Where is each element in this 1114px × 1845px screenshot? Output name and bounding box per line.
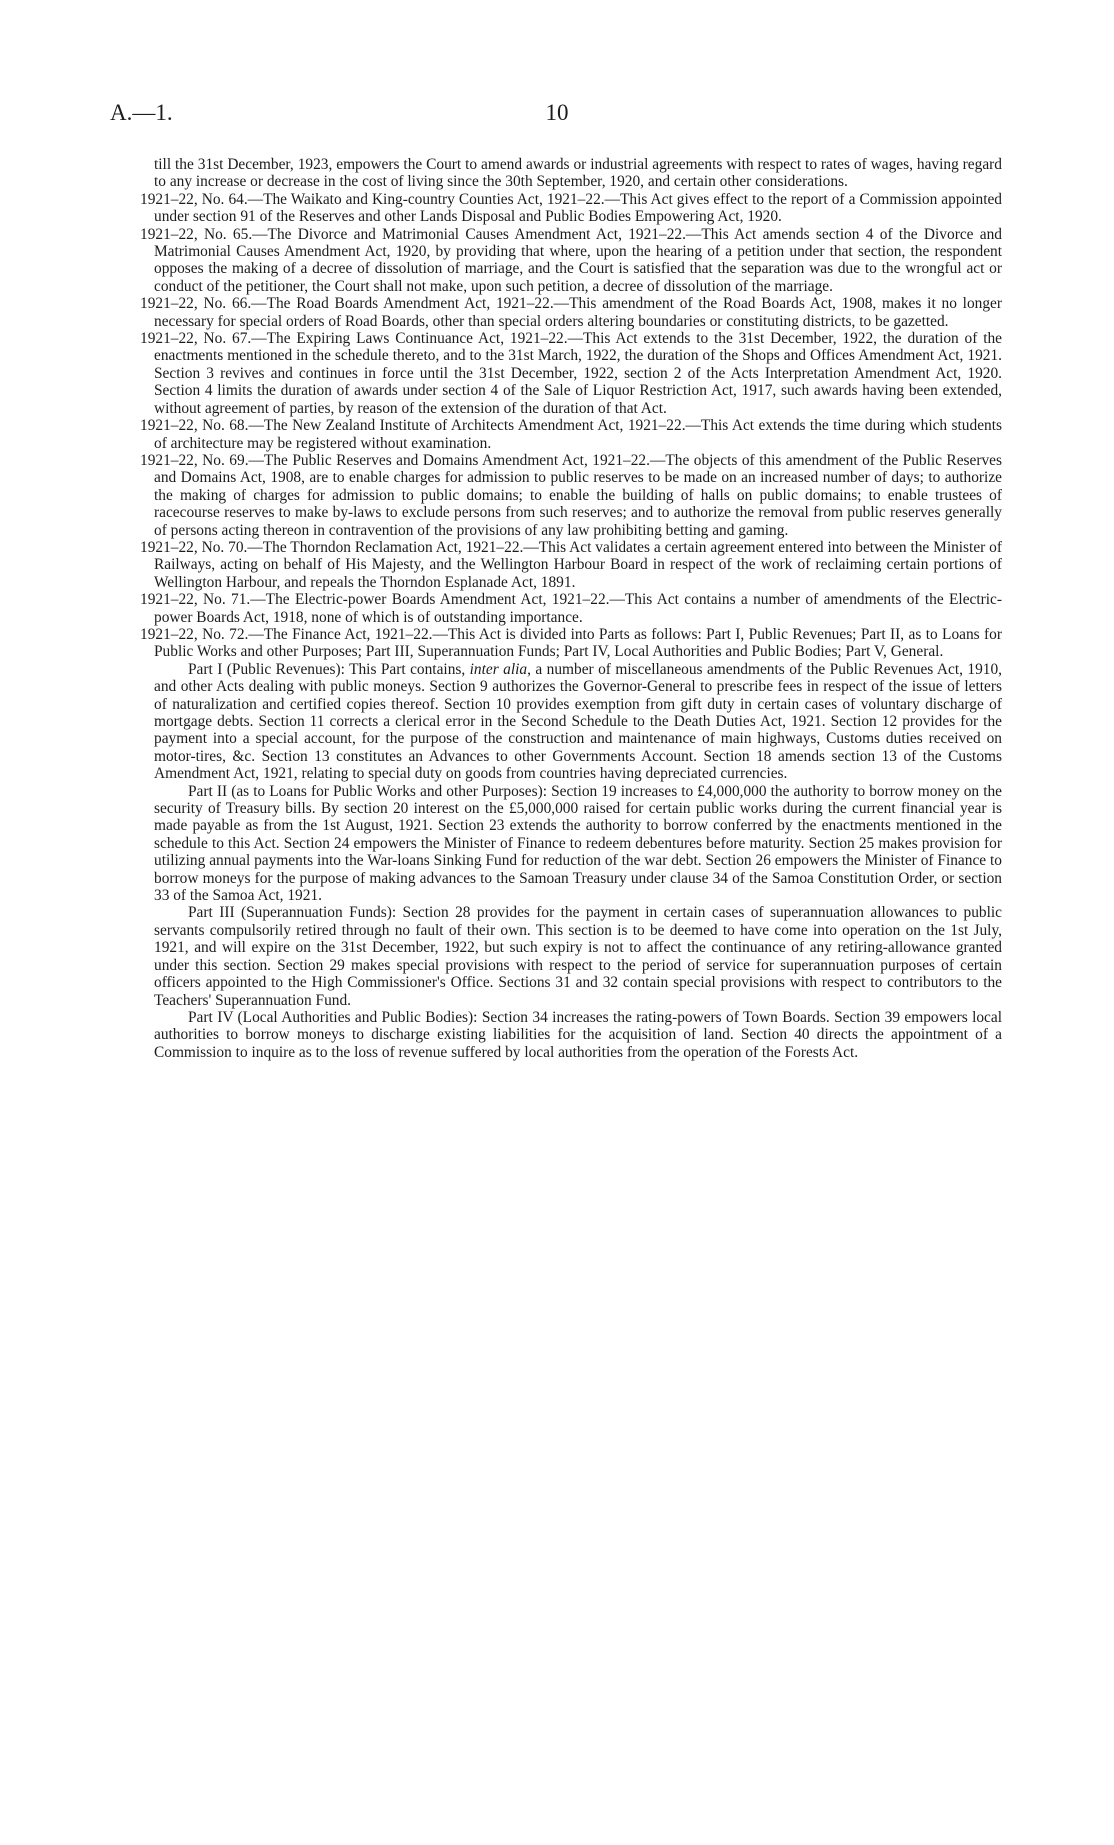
act-entry-no-67: 1921–22, No. 67.—The Expiring Laws Continuance Act, 1921–22.—This Act extends to the 31st December, 1922, the duration of the enactments mentioned in the schedule thereto, and to the 31st March, 1922, the duration of the Shops and Offices Amendment Act, 1921. Section 3 revives and continues in force until the 31st December, 1922, section 2 of the Acts Interpretation Amendment Act, 1920. Section 4 limits the duration of awards under section 4 of the Sale of Liquor Restriction Act, 1917, such awards having been extended, without agreement of parties, by reason of the extension of the duration of that Act. — [140, 330, 1002, 417]
act-entry-no-64: 1921–22, No. 64.—The Waikato and King-country Counties Act, 1921–22.—This Act gives effect to the report of a Commission appointed under section 91 of the Reserves and other Lands Disposal and Public Bodies Empowering Act, 1920. — [140, 190, 1002, 226]
act-entry-no-69: 1921–22, No. 69.—The Public Reserves and Domains Amendment Act, 1921–22.—The objects of this amendment of the Public Reserves and Domains Act, 1908, are to enable charges for admission to public reserves to be made on an increased number of days; to authorize the making of charges for admission to public domains; to enable the building of halls on public domains; to enable trustees of racecourse reserves to make by-laws to exclude persons from such reserves; and to authorize the removal from public reserves generally of persons acting thereon in contravention of the provisions of any law prohibiting betting and gaming. — [140, 451, 1002, 539]
part-1-lead: Part I (Public Revenues): This Part contains, — [188, 660, 470, 678]
document-body — [140, 156, 1002, 1061]
continuation-paragraph: till the 31st December, 1923, empowers the Court to amend awards or industrial agreements with respect to rates of wages, having regard to any increase or decrease in the cost of living since the 30th September, 1920, and certain other considerations. — [154, 156, 1002, 191]
act-entry-no-65: 1921–22, No. 65.—The Divorce and Matrimonial Causes Amendment Act, 1921–22.—This Act amends section 4 of the Divorce and Matrimonial Causes Amendment Act, 1920, by providing that where, upon the hearing of a petition under that section, the respondent opposes the making of a decree of dissolution of marriage, and the Court is satisfied that the separation was due to the wrongful act or conduct of the petitioner, the Court shall not make, upon such petition, a decree of dissolution of the marriage. — [140, 225, 1002, 295]
part-1-italic-phrase: inter alia — [469, 660, 528, 678]
part-1-paragraph — [140, 661, 1002, 783]
page-number: 10 — [545, 100, 569, 125]
part-3-paragraph: Part III (Superannuation Funds): Section 28 provides for the payment in certain cases of superannuation allowances to public servants compulsorily retired through no fault of their own. This section is to be deemed to have come into operation on the 1st July, 1921, and will expire on the 31st December, 1922, but such expiry is not to affect the continuance of any retiring-allowance granted under this section. Section 29 makes special provisions with respect to the period of service for superannuation purposes of certain officers appointed to the High Commissioner's Office. Sections 31 and 32 contain special provisions with respect to contributors to the Teachers' Superannuation Fund. — [154, 904, 1002, 1009]
part-4-paragraph: Part IV (Local Authorities and Public Bodies): Section 34 increases the rating-powers of Town Boards. Section 39 empowers local authorities to borrow moneys to discharge existing liabilities for the acquisition of land. Section 40 directs the appointment of a Commission to inquire as to the loss of revenue suffered by local authorities from the operation of the Forests Act. — [154, 1008, 1002, 1061]
act-entry-no-70: 1921–22, No. 70.—The Thorndon Reclamation Act, 1921–22.—This Act validates a certain agreement entered into between the Minister of Railways, acting on behalf of His Majesty, and the Wellington Harbour Board in respect of the work of reclaiming certain portions of Wellington Harbour, and repeals the Thorndon Esplanade Act, 1891. — [140, 538, 1002, 591]
page-header — [110, 100, 1004, 136]
part-1-rest: , a number of miscellaneous amendments of the Public Revenues Act, 1910, and other Acts dealing with public moneys. Section 9 authorizes the Governor-General to prescribe fees in respect of the issue of letters of naturalization and certified copies thereof. Section 10 provides exemption from gift duty in certain cases of voluntary discharge of mortgage debts. Section 11 corrects a clerical error in the Second Schedule to the Death Duties Act, 1921. Section 12 provides for the payment into a special account, for the purpose of the construction and maintenance of main highways, Customs duties received on motor-tires, &c. Section 13 constitutes an Advances to other Governments Account. Section 18 amends section 13 of the Customs Amendment Act, 1921, relating to special duty on goods from countries having depreciated currencies. — [154, 660, 1003, 783]
part-2-paragraph: Part II (as to Loans for Public Works and other Purposes): Section 19 increases to £4,000,000 the authority to borrow money on the security of Treasury bills. By section 20 interest on the £5,000,000 raised for certain public works during the current financial year is made payable as from the 1st August, 1921. Section 23 extends the authority to borrow conferred by the enactments mentioned in the schedule to this Act. Section 24 empowers the Minister of Finance to redeem debentures before maturity. Section 25 makes provision for utilizing annual payments into the War-loans Sinking Fund for reduction of the war debt. Section 26 empowers the Minister of Finance to borrow moneys for the purpose of making advances to the Samoan Treasury under clause 34 of the Samoa Constitution Order, or section 33 of the Samoa Act, 1921. — [154, 782, 1002, 905]
act-entry-no-72: 1921–22, No. 72.—The Finance Act, 1921–22.—This Act is divided into Parts as follows: Part I, Public Revenues; Part II, as to Loans for Public Works and other Purposes; Part III, Superannuation Funds; Part IV, Local Authorities and Public Bodies; Part V, General. — [140, 625, 1002, 661]
document-reference: A.—1. — [110, 100, 173, 125]
act-entry-no-68: 1921–22, No. 68.—The New Zealand Institute of Architects Amendment Act, 1921–22.—This Act extends the time during which students of architecture may be registered without examination. — [140, 417, 1002, 452]
act-entry-no-66: 1921–22, No. 66.—The Road Boards Amendment Act, 1921–22.—This amendment of the Road Boards Act, 1908, makes it no longer necessary for special orders of Road Boards, other than special orders altering boundaries or constituting districts, to be gazetted. — [140, 295, 1002, 330]
act-entry-no-71: 1921–22, No. 71.—The Electric-power Boards Amendment Act, 1921–22.—This Act contains a number of amendments of the Electric-power Boards Act, 1918, none of which is of outstanding importance. — [140, 591, 1002, 626]
